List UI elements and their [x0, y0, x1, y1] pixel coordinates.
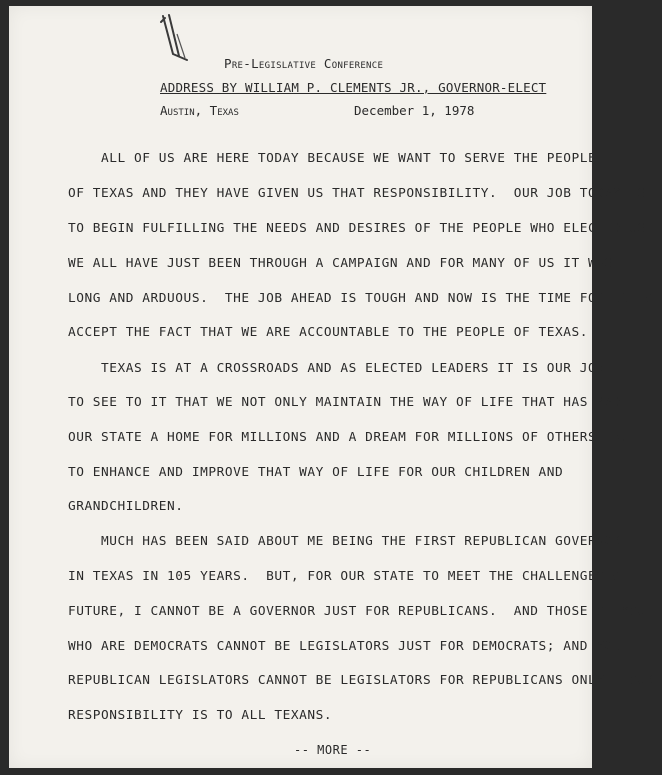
body-line: TO BEGIN FULFILLING THE NEEDS AND DESIRES OF THE PEOPLE WHO ELECTED US. — [68, 221, 655, 236]
body-line: REPUBLICAN LEGISLATORS CANNOT BE LEGISLATORS FOR REPUBLICANS ONLY. OUR — [68, 673, 655, 688]
body-line: ALL OF US ARE HERE TODAY BECAUSE WE WANT TO SERVE THE PEOPLE — [68, 151, 597, 166]
more-indicator: -- MORE -- — [294, 743, 372, 757]
document-page — [9, 6, 662, 768]
body-line: ACCEPT THE FACT THAT WE ARE ACCOUNTABLE TO THE PEOPLE OF TEXAS. — [68, 325, 589, 340]
body-line: FUTURE, I CANNOT BE A GOVERNOR JUST FOR REPUBLICANS. AND THOSE OF YOU — [68, 604, 646, 619]
body-line: LONG AND ARDUOUS. THE JOB AHEAD IS TOUGH AND NOW IS THE TIME FOR US TO — [68, 291, 655, 306]
body-line: OF TEXAS AND THEY HAVE GIVEN US THAT RESPONSIBILITY. OUR JOB TODAY IS — [68, 186, 646, 201]
body-line: TO SEE TO IT THAT WE NOT ONLY MAINTAIN THE WAY OF LIFE THAT HAS MADE — [68, 395, 630, 410]
body-line: WE ALL HAVE JUST BEEN THROUGH A CAMPAIGN AND FOR MANY OF US IT WAS — [68, 256, 613, 271]
body-line: MUCH HAS BEEN SAID ABOUT ME BEING THE FIRST REPUBLICAN GOVERNOR — [68, 534, 622, 549]
body-line: WHO ARE DEMOCRATS CANNOT BE LEGISLATORS JUST FOR DEMOCRATS; AND YOU — [68, 639, 622, 654]
date-text: December 1, 1978 — [354, 103, 475, 118]
body-line: TEXAS IS AT A CROSSROADS AND AS ELECTED LEADERS IT IS OUR JOB — [68, 361, 605, 376]
conference-title: Pre-Legislative Conference — [224, 56, 384, 71]
body-line: TO ENHANCE AND IMPROVE THAT WAY OF LIFE FOR OUR CHILDREN AND — [68, 465, 564, 480]
staple-mark — [159, 14, 193, 64]
body-line: OUR STATE A HOME FOR MILLIONS AND A DREAM FOR MILLIONS OF OTHERS, BUT — [68, 430, 638, 445]
location-text: Austin, Texas — [160, 103, 239, 118]
address-heading: ADDRESS BY WILLIAM P. CLEMENTS JR., GOVERNOR-ELECT — [160, 80, 547, 95]
body-line: GRANDCHILDREN. — [68, 499, 184, 514]
body-line: IN TEXAS IN 105 YEARS. BUT, FOR OUR STATE TO MEET THE CHALLENGES OF THE — [68, 569, 662, 584]
body-line: RESPONSIBILITY IS TO ALL TEXANS. — [68, 708, 333, 723]
